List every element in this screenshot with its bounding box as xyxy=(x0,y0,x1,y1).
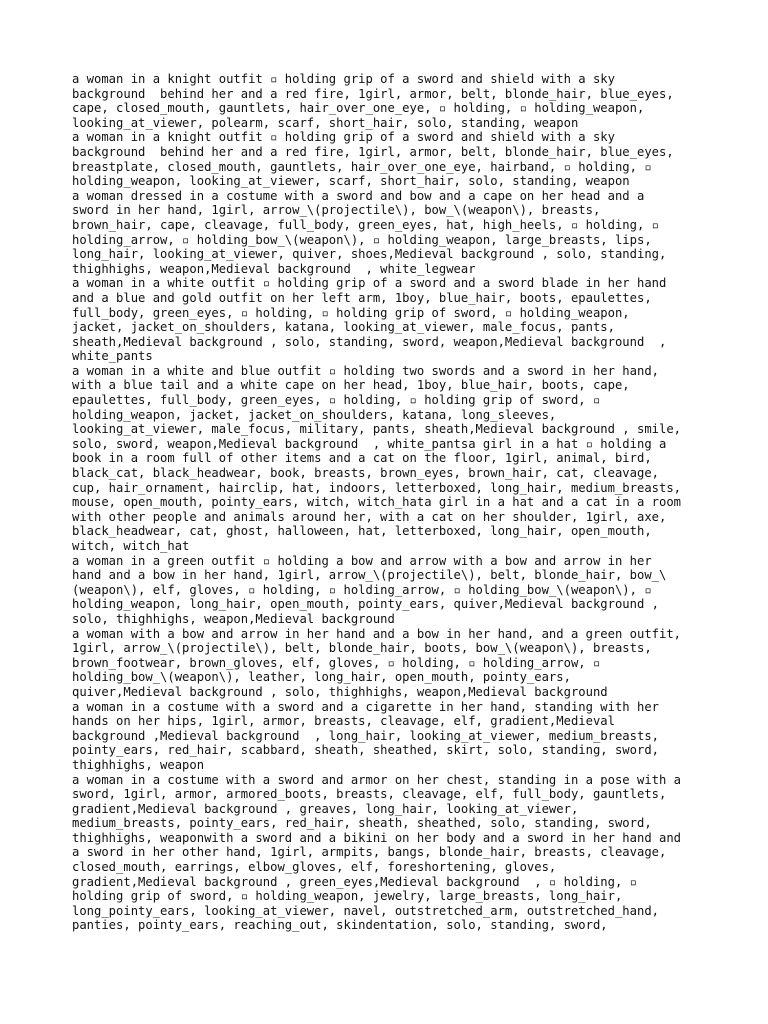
text-line: black_headwear, cat, ghost, halloween, hat, letterboxed, long_hair, open_mouth, xyxy=(72,524,652,539)
text-line: panties, pointy_ears, reaching_out, skindentation, solo, standing, sword, xyxy=(72,918,608,933)
text-line: with other people and animals around her, with a cat on her shoulder, 1girl, axe, xyxy=(72,509,667,524)
text-line: gradient,Medieval background , green_eyes,Medieval background , ▫ holding, ▫ xyxy=(72,874,637,889)
text-line: looking_at_viewer, polearm, scarf, short_hair, solo, standing, weapon xyxy=(72,115,579,130)
text-line: holding_weapon, long_hair, open_mouth, pointy_ears, quiver,Medieval background , xyxy=(72,597,659,612)
text-line: holding_weapon, jacket, jacket_on_shoulders, katana, long_sleeves, xyxy=(72,407,557,422)
text-line: a woman in a costume with a sword and a cigarette in her hand, standing with her xyxy=(72,699,659,714)
text-line: background behind her and a red fire, 1girl, armor, belt, blonde_hair, blue_eyes, xyxy=(72,144,674,159)
text-line: a woman in a white outfit ▫ holding grip of a sword and a sword blade in her hand xyxy=(72,276,667,291)
text-line: black_cat, black_headwear, book, breasts, brown_eyes, brown_hair, cat, cleavage, xyxy=(72,466,659,481)
text-line: mouse, open_mouth, pointy_ears, witch, witch_hata girl in a hat and a cat in a room xyxy=(72,495,682,510)
text-line: a woman in a knight outfit ▫ holding grip of a sword and shield with a sky xyxy=(72,130,615,145)
text-line: epaulettes, full_body, green_eyes, ▫ holding, ▫ holding grip of sword, ▫ xyxy=(72,393,601,408)
text-line: pointy_ears, red_hair, scabbard, sheath, sheathed, skirt, solo, standing, sword, xyxy=(72,743,659,758)
text-line: full_body, green_eyes, ▫ holding, ▫ holding grip of sword, ▫ holding_weapon, xyxy=(72,305,630,320)
document-page xyxy=(72,72,702,933)
text-line: medium_breasts, pointy_ears, red_hair, sheath, sheathed, solo, standing, sword, xyxy=(72,816,652,831)
text-line: sword, 1girl, armor, armored_boots, breasts, cleavage, elf, full_body, gauntlets, xyxy=(72,787,667,802)
text-line: a sword in her other hand, 1girl, armpits, bangs, blonde_hair, breasts, cleavage, xyxy=(72,845,667,860)
text-line: gradient,Medieval background , greaves, long_hair, looking_at_viewer, xyxy=(72,801,579,816)
text-line: holding grip of sword, ▫ holding_weapon, jewelry, large_breasts, long_hair, xyxy=(72,889,623,904)
text-line: holding_arrow, ▫ holding_bow_\(weapon\), ▫ holding_weapon, large_breasts, lips, xyxy=(72,232,652,247)
text-line: book in a room full of other items and a cat on the floor, 1girl, animal, bird, xyxy=(72,451,652,466)
text-line: a woman in a green outfit ▫ holding a bow and arrow with a bow and arrow in her xyxy=(72,553,652,568)
text-line: sword in her hand, 1girl, arrow_\(projectile\), bow_\(weapon\), breasts, xyxy=(72,203,601,218)
text-line: thighhighs, weapon xyxy=(72,757,205,772)
text-line: a woman dressed in a costume with a sword and bow and a cape on her head and a xyxy=(72,188,645,203)
text-line: (weapon\), elf, gloves, ▫ holding, ▫ holding_arrow, ▫ holding_bow_\(weapon\), ▫ xyxy=(72,582,652,597)
text-line: and a blue and gold outfit on her left arm, 1boy, blue_hair, boots, epaulettes, xyxy=(72,290,652,305)
text-line: 1girl, arrow_\(projectile\), belt, blonde_hair, boots, bow_\(weapon\), breasts, xyxy=(72,641,652,656)
text-line: looking_at_viewer, male_focus, military, pants, sheath,Medieval background , smile, xyxy=(72,422,682,437)
text-line: white_pants xyxy=(72,349,153,364)
text-line: a woman in a knight outfit ▫ holding grip of a sword and shield with a sky xyxy=(72,72,615,86)
text-line: thighhighs, weaponwith a sword and a bikini on her body and a sword in her hand and xyxy=(72,830,682,845)
text-line: long_hair, looking_at_viewer, quiver, shoes,Medieval background , solo, standing, xyxy=(72,247,667,262)
text-line: quiver,Medieval background , solo, thighhighs, weapon,Medieval background xyxy=(72,684,608,699)
text-line: cup, hair_ornament, hairclip, hat, indoors, letterboxed, long_hair, medium_breasts, xyxy=(72,480,682,495)
text-line: closed_mouth, earrings, elbow_gloves, elf, foreshortening, gloves, xyxy=(72,860,557,875)
text-line: background behind her and a red fire, 1girl, armor, belt, blonde_hair, blue_eyes, xyxy=(72,86,674,101)
text-line: hands on her hips, 1girl, armor, breasts, cleavage, elf, gradient,Medieval xyxy=(72,714,615,729)
text-line: cape, closed_mouth, gauntlets, hair_over_one_eye, ▫ holding, ▫ holding_weapon, xyxy=(72,101,645,116)
text-line: holding_weapon, looking_at_viewer, scarf, short_hair, solo, standing, weapon xyxy=(72,174,630,189)
text-line: with a blue tail and a white cape on her head, 1boy, blue_hair, boots, cape, xyxy=(72,378,630,393)
text-line: a woman in a costume with a sword and armor on her chest, standing in a pose with a xyxy=(72,772,682,787)
text-line: witch, witch_hat xyxy=(72,539,190,553)
text-line: hand and a bow in her hand, 1girl, arrow_\(projectile\), belt, blonde_hair, bow_\ xyxy=(72,568,667,583)
text-line: brown_hair, cape, cleavage, full_body, green_eyes, hat, high_heels, ▫ holding, ▫ xyxy=(72,217,659,232)
text-line: breastplate, closed_mouth, gauntlets, hair_over_one_eye, hairband, ▫ holding, ▫ xyxy=(72,159,652,174)
text-line: holding_bow_\(weapon\), leather, long_hair, open_mouth, pointy_ears, xyxy=(72,670,571,685)
text-line: solo, sword, weapon,Medieval background , white_pantsa girl in a hat ▫ holding a xyxy=(72,436,667,451)
text-line: sheath,Medieval background , solo, standing, sword, weapon,Medieval background , xyxy=(72,334,667,349)
text-line: a woman with a bow and arrow in her hand and a bow in her hand, and a green outfit, xyxy=(72,626,682,641)
text-line: brown_footwear, brown_gloves, elf, gloves, ▫ holding, ▫ holding_arrow, ▫ xyxy=(72,655,601,670)
text-line: a woman in a white and blue outfit ▫ holding two swords and a sword in her hand, xyxy=(72,363,659,378)
text-line: background ,Medieval background , long_hair, looking_at_viewer, medium_breasts, xyxy=(72,728,659,743)
text-line: jacket, jacket_on_shoulders, katana, looking_at_viewer, male_focus, pants, xyxy=(72,320,615,335)
text-line: solo, thighhighs, weapon,Medieval background xyxy=(72,611,395,626)
text-line: thighhighs, weapon,Medieval background , white_legwear xyxy=(72,261,476,276)
text-line: long_pointy_ears, looking_at_viewer, navel, outstretched_arm, outstretched_hand, xyxy=(72,903,659,918)
